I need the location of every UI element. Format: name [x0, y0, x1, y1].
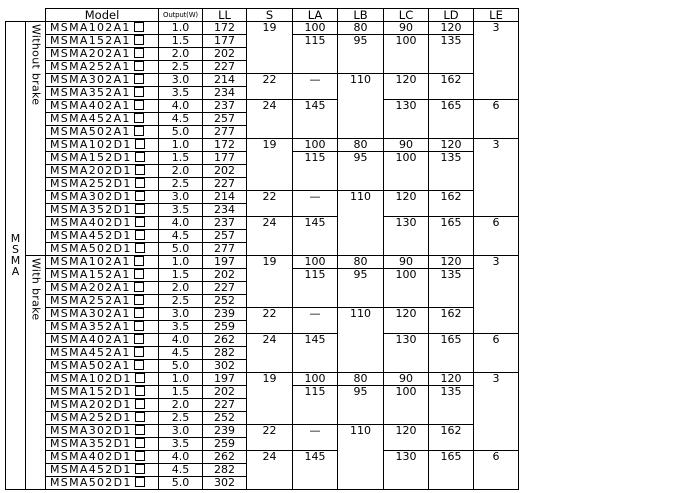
ld-cell: 162	[429, 308, 474, 334]
model-cell	[46, 334, 159, 347]
ll-cell: 277	[203, 243, 247, 256]
lb-cell: 80	[338, 256, 384, 269]
ld-cell: 165	[429, 217, 474, 256]
le-cell: 6	[474, 217, 519, 256]
brake-label: With brake	[29, 258, 43, 321]
ll-cell: 239	[203, 425, 247, 438]
ll-cell: 262	[203, 451, 247, 464]
s-cell: 19	[247, 256, 293, 308]
placeholder-box-icon	[135, 386, 145, 396]
ll-cell: 259	[203, 321, 247, 334]
lc-cell: 100	[384, 269, 429, 308]
ll-cell: 237	[203, 217, 247, 230]
model-cell	[46, 451, 159, 464]
s-cell: 24	[247, 451, 293, 490]
output-cell: 2.0	[159, 399, 203, 412]
placeholder-box-icon	[135, 165, 145, 175]
output-cell: 1.0	[159, 22, 203, 35]
table-row	[6, 100, 519, 113]
output-cell: 1.0	[159, 373, 203, 386]
model-cell	[46, 35, 159, 48]
placeholder-box-icon	[134, 74, 144, 84]
placeholder-box-icon	[135, 425, 145, 435]
placeholder-box-icon	[134, 308, 144, 318]
ll-cell: 282	[203, 347, 247, 360]
output-cell: 1.0	[159, 256, 203, 269]
model-cell	[46, 100, 159, 113]
lc-cell: 120	[384, 425, 429, 451]
lc-cell: 100	[384, 35, 429, 74]
table-row	[6, 425, 519, 438]
header-la: LA	[293, 9, 338, 22]
header-lb: LB	[338, 9, 384, 22]
output-cell: 3.0	[159, 308, 203, 321]
header-ld: LD	[429, 9, 474, 22]
brake-label: Without brake	[29, 24, 43, 106]
model-code: MSMA102A1	[50, 21, 131, 34]
ll-cell: 172	[203, 139, 247, 152]
output-cell: 2.0	[159, 282, 203, 295]
table-row	[6, 22, 519, 35]
lc-cell: 90	[384, 22, 429, 35]
le-cell: 3	[474, 256, 519, 334]
la-cell: 145	[293, 100, 338, 139]
s-cell: 19	[247, 22, 293, 74]
model-code: MSMA302D1	[50, 190, 132, 203]
lb-cell: 110	[338, 308, 384, 373]
model-code: MSMA352A1	[50, 86, 131, 99]
ll-cell: 239	[203, 308, 247, 321]
ld-cell: 135	[429, 152, 474, 191]
header-ll: LL	[203, 9, 247, 22]
placeholder-box-icon	[134, 22, 144, 32]
output-cell: 2.5	[159, 61, 203, 74]
la-cell: 100	[293, 139, 338, 152]
placeholder-box-icon	[135, 178, 145, 188]
header-corner	[6, 9, 46, 22]
table-row	[6, 451, 519, 464]
lc-cell: 100	[384, 152, 429, 191]
la-cell: 100	[293, 22, 338, 35]
output-cell: 1.5	[159, 152, 203, 165]
ll-cell: 277	[203, 126, 247, 139]
la-cell: —	[293, 308, 338, 334]
table-row	[6, 256, 519, 269]
lc-cell: 120	[384, 308, 429, 334]
placeholder-box-icon	[134, 360, 144, 370]
lc-cell: 120	[384, 191, 429, 217]
model-code: MSMA502A1	[50, 125, 131, 138]
table-row	[6, 373, 519, 386]
ll-cell: 282	[203, 464, 247, 477]
placeholder-box-icon	[134, 113, 144, 123]
table-row	[6, 217, 519, 230]
placeholder-box-icon	[134, 48, 144, 58]
ll-cell: 202	[203, 165, 247, 178]
le-cell: 6	[474, 334, 519, 373]
s-cell: 22	[247, 191, 293, 217]
lc-cell: 100	[384, 386, 429, 425]
lc-cell: 130	[384, 451, 429, 490]
ll-cell: 214	[203, 74, 247, 87]
model-code: MSMA152D1	[50, 151, 132, 164]
placeholder-box-icon	[134, 295, 144, 305]
model-cell	[46, 191, 159, 204]
placeholder-box-icon	[135, 438, 145, 448]
placeholder-box-icon	[135, 451, 145, 461]
model-code: MSMA152A1	[50, 34, 131, 47]
la-cell: 115	[293, 386, 338, 425]
header-lc: LC	[384, 9, 429, 22]
placeholder-box-icon	[134, 126, 144, 136]
ll-cell: 202	[203, 386, 247, 399]
model-code: MSMA452A1	[50, 346, 131, 359]
table-row	[6, 334, 519, 347]
placeholder-box-icon	[134, 35, 144, 45]
lc-cell: 90	[384, 373, 429, 386]
model-code: MSMA502D1	[50, 242, 132, 255]
model-code: MSMA452D1	[50, 463, 132, 476]
model-cell	[46, 126, 159, 139]
model-cell	[46, 386, 159, 399]
placeholder-box-icon	[135, 373, 145, 383]
output-cell: 3.5	[159, 87, 203, 100]
model-cell	[46, 230, 159, 243]
placeholder-box-icon	[134, 100, 144, 110]
output-cell: 3.0	[159, 74, 203, 87]
ll-cell: 234	[203, 204, 247, 217]
ll-cell: 177	[203, 35, 247, 48]
lb-cell: 95	[338, 386, 384, 425]
model-code: MSMA152A1	[50, 268, 131, 281]
lb-cell: 95	[338, 35, 384, 74]
ld-cell: 120	[429, 139, 474, 152]
table-row	[6, 308, 519, 321]
ld-cell: 120	[429, 22, 474, 35]
output-cell: 3.0	[159, 425, 203, 438]
output-cell: 3.0	[159, 191, 203, 204]
ld-cell: 162	[429, 191, 474, 217]
output-cell: 3.5	[159, 438, 203, 451]
ll-cell: 202	[203, 48, 247, 61]
la-cell: 145	[293, 334, 338, 373]
le-cell: 6	[474, 451, 519, 490]
model-cell	[46, 113, 159, 126]
model-code: MSMA252D1	[50, 177, 132, 190]
output-cell: 4.0	[159, 334, 203, 347]
model-cell	[46, 464, 159, 477]
model-code: MSMA352A1	[50, 320, 131, 333]
placeholder-box-icon	[134, 61, 144, 71]
placeholder-box-icon	[135, 217, 145, 227]
model-code: MSMA402D1	[50, 450, 132, 463]
s-cell: 24	[247, 334, 293, 373]
s-cell: 22	[247, 308, 293, 334]
output-cell: 1.5	[159, 35, 203, 48]
model-cell	[46, 308, 159, 321]
ll-cell: 259	[203, 438, 247, 451]
placeholder-box-icon	[135, 399, 145, 409]
model-code: MSMA102D1	[50, 372, 132, 385]
header-model: Model	[46, 9, 159, 22]
placeholder-box-icon	[134, 256, 144, 266]
model-code: MSMA302D1	[50, 424, 132, 437]
model-code: MSMA202A1	[50, 281, 131, 294]
ll-cell: 237	[203, 100, 247, 113]
output-cell: 1.0	[159, 139, 203, 152]
table-row	[6, 74, 519, 87]
ll-cell: 214	[203, 191, 247, 204]
model-code: MSMA402A1	[50, 333, 131, 346]
output-cell: 5.0	[159, 477, 203, 490]
lc-cell: 130	[384, 334, 429, 373]
model-code: MSMA102A1	[50, 255, 131, 268]
model-code: MSMA302A1	[50, 307, 131, 320]
motor-dimension-table	[5, 8, 519, 490]
ll-cell: 257	[203, 230, 247, 243]
output-cell: 5.0	[159, 360, 203, 373]
la-cell: 115	[293, 269, 338, 308]
ll-cell: 172	[203, 22, 247, 35]
table-body	[6, 22, 519, 490]
model-cell	[46, 243, 159, 256]
ll-cell: 234	[203, 87, 247, 100]
ll-cell: 227	[203, 178, 247, 191]
le-cell: 3	[474, 139, 519, 217]
output-cell: 3.5	[159, 204, 203, 217]
lb-cell: 80	[338, 22, 384, 35]
ll-cell: 202	[203, 269, 247, 282]
placeholder-box-icon	[134, 87, 144, 97]
model-cell	[46, 438, 159, 451]
lb-cell: 80	[338, 373, 384, 386]
placeholder-box-icon	[134, 347, 144, 357]
placeholder-box-icon	[134, 269, 144, 279]
s-cell: 24	[247, 100, 293, 139]
model-code: MSMA352D1	[50, 203, 132, 216]
model-cell	[46, 399, 159, 412]
s-cell: 19	[247, 139, 293, 191]
placeholder-box-icon	[134, 282, 144, 292]
le-cell: 3	[474, 373, 519, 451]
output-cell: 2.5	[159, 295, 203, 308]
model-code: MSMA452A1	[50, 112, 131, 125]
lc-cell: 90	[384, 256, 429, 269]
model-code: MSMA502D1	[50, 476, 132, 489]
placeholder-box-icon	[134, 334, 144, 344]
placeholder-box-icon	[135, 139, 145, 149]
placeholder-box-icon	[135, 477, 145, 487]
model-code: MSMA352D1	[50, 437, 132, 450]
table-row	[6, 191, 519, 204]
output-cell: 5.0	[159, 126, 203, 139]
ll-cell: 227	[203, 61, 247, 74]
ll-cell: 302	[203, 477, 247, 490]
output-cell: 4.5	[159, 230, 203, 243]
series-label: MSMA	[10, 232, 21, 278]
s-cell: 19	[247, 373, 293, 425]
ld-cell: 162	[429, 74, 474, 100]
placeholder-box-icon	[135, 412, 145, 422]
model-cell	[46, 22, 159, 35]
model-cell	[46, 178, 159, 191]
header-output: Output(W)	[159, 9, 203, 22]
model-code: MSMA202D1	[50, 398, 132, 411]
ld-cell: 120	[429, 373, 474, 386]
output-cell: 4.0	[159, 451, 203, 464]
ll-cell: 257	[203, 113, 247, 126]
lb-cell: 95	[338, 269, 384, 308]
output-cell: 1.5	[159, 386, 203, 399]
model-cell	[46, 321, 159, 334]
model-cell	[46, 295, 159, 308]
ll-cell: 227	[203, 399, 247, 412]
output-cell: 3.5	[159, 321, 203, 334]
placeholder-box-icon	[135, 152, 145, 162]
ll-cell: 197	[203, 256, 247, 269]
output-cell: 2.5	[159, 412, 203, 425]
output-cell: 2.0	[159, 165, 203, 178]
ld-cell: 165	[429, 100, 474, 139]
lc-cell: 90	[384, 139, 429, 152]
header-s: S	[247, 9, 293, 22]
model-cell	[46, 48, 159, 61]
lc-cell: 120	[384, 74, 429, 100]
model-code: MSMA252D1	[50, 411, 132, 424]
model-cell	[46, 204, 159, 217]
model-cell	[46, 373, 159, 386]
ld-cell: 165	[429, 334, 474, 373]
placeholder-box-icon	[135, 243, 145, 253]
ll-cell: 262	[203, 334, 247, 347]
la-cell: 100	[293, 256, 338, 269]
model-code: MSMA502A1	[50, 359, 131, 372]
model-cell	[46, 360, 159, 373]
ll-cell: 252	[203, 295, 247, 308]
placeholder-box-icon	[134, 321, 144, 331]
output-cell: 4.5	[159, 347, 203, 360]
series-label-cell	[6, 22, 26, 490]
la-cell: 145	[293, 217, 338, 256]
placeholder-box-icon	[135, 464, 145, 474]
la-cell: —	[293, 191, 338, 217]
model-code: MSMA252A1	[50, 60, 131, 73]
s-cell: 22	[247, 425, 293, 451]
output-cell: 4.5	[159, 113, 203, 126]
lb-cell: 110	[338, 74, 384, 139]
ll-cell: 302	[203, 360, 247, 373]
model-code: MSMA252A1	[50, 294, 131, 307]
ll-cell: 227	[203, 282, 247, 295]
model-cell	[46, 165, 159, 178]
model-cell	[46, 269, 159, 282]
lb-cell: 95	[338, 152, 384, 191]
ld-cell: 135	[429, 35, 474, 74]
le-cell: 6	[474, 100, 519, 139]
la-cell: 145	[293, 451, 338, 490]
la-cell: 100	[293, 373, 338, 386]
placeholder-box-icon	[135, 204, 145, 214]
placeholder-box-icon	[135, 191, 145, 201]
model-code: MSMA102D1	[50, 138, 132, 151]
model-code: MSMA402A1	[50, 99, 131, 112]
model-cell	[46, 152, 159, 165]
brake-label-cell	[26, 22, 46, 256]
brake-label-cell	[26, 256, 46, 490]
ll-cell: 177	[203, 152, 247, 165]
model-code: MSMA202D1	[50, 164, 132, 177]
ld-cell: 165	[429, 451, 474, 490]
table-row	[6, 139, 519, 152]
ld-cell: 120	[429, 256, 474, 269]
model-cell	[46, 477, 159, 490]
header-row	[6, 9, 519, 22]
la-cell: 115	[293, 152, 338, 191]
s-cell: 24	[247, 217, 293, 256]
model-cell	[46, 87, 159, 100]
ld-cell: 162	[429, 425, 474, 451]
lc-cell: 130	[384, 217, 429, 256]
ld-cell: 135	[429, 386, 474, 425]
model-cell	[46, 74, 159, 87]
lb-cell: 80	[338, 139, 384, 152]
model-cell	[46, 425, 159, 438]
ll-cell: 252	[203, 412, 247, 425]
output-cell: 2.0	[159, 48, 203, 61]
output-cell: 4.5	[159, 464, 203, 477]
model-code: MSMA302A1	[50, 73, 131, 86]
lb-cell: 110	[338, 425, 384, 490]
output-cell: 4.0	[159, 100, 203, 113]
model-cell	[46, 139, 159, 152]
model-cell	[46, 347, 159, 360]
s-cell: 22	[247, 74, 293, 100]
la-cell: —	[293, 425, 338, 451]
output-cell: 2.5	[159, 178, 203, 191]
output-cell: 4.0	[159, 217, 203, 230]
lb-cell: 110	[338, 191, 384, 256]
la-cell: —	[293, 74, 338, 100]
placeholder-box-icon	[135, 230, 145, 240]
model-code: MSMA452D1	[50, 229, 132, 242]
header-le: LE	[474, 9, 519, 22]
output-cell: 1.5	[159, 269, 203, 282]
model-cell	[46, 282, 159, 295]
model-cell	[46, 217, 159, 230]
model-code: MSMA152D1	[50, 385, 132, 398]
model-cell	[46, 61, 159, 74]
model-code: MSMA402D1	[50, 216, 132, 229]
la-cell: 115	[293, 35, 338, 74]
ll-cell: 197	[203, 373, 247, 386]
model-code: MSMA202A1	[50, 47, 131, 60]
model-cell	[46, 412, 159, 425]
output-cell: 5.0	[159, 243, 203, 256]
model-cell	[46, 256, 159, 269]
le-cell: 3	[474, 22, 519, 100]
ld-cell: 135	[429, 269, 474, 308]
lc-cell: 130	[384, 100, 429, 139]
